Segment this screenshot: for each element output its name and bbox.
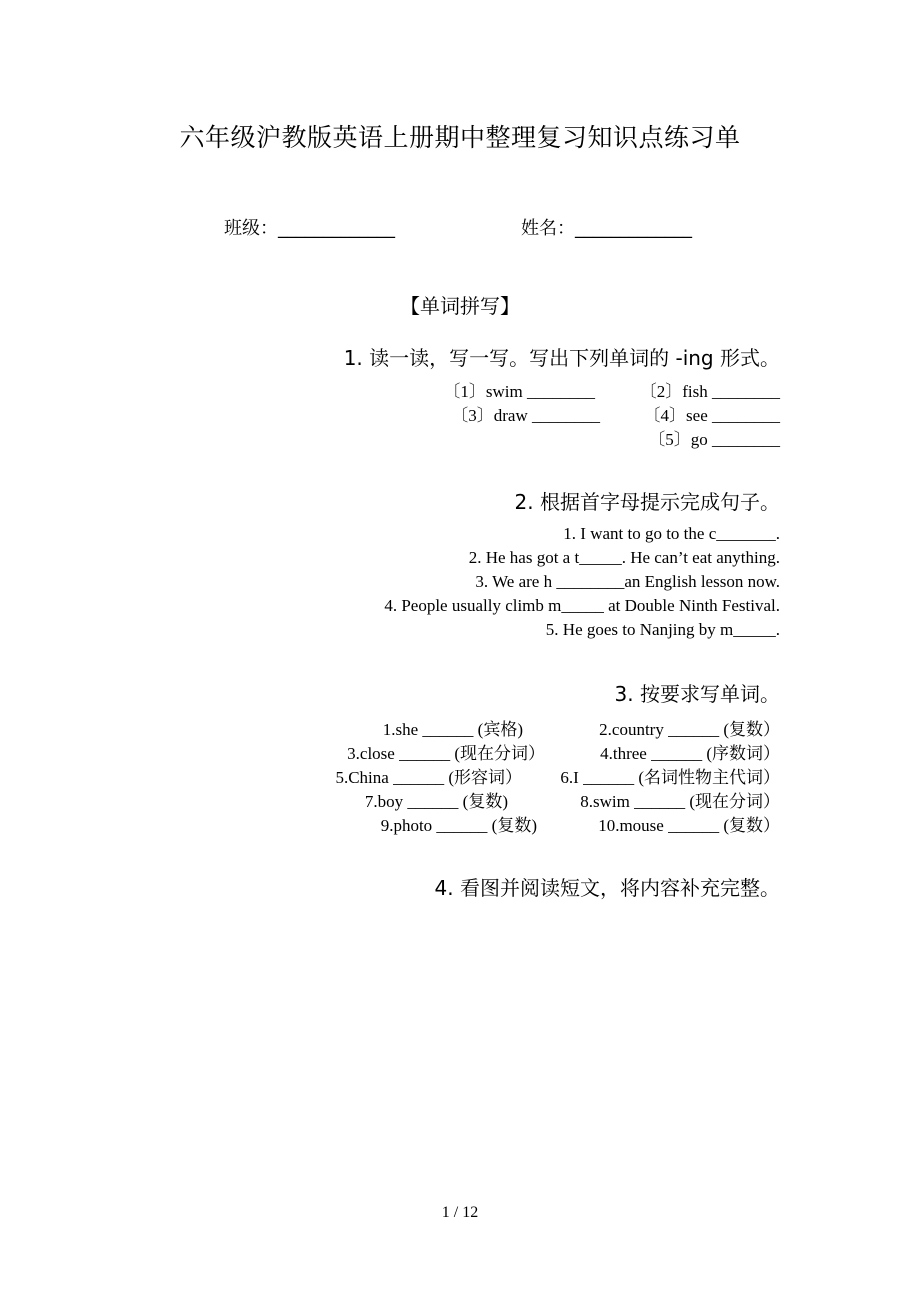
q3-heading: 3. 按要求写单词。 [614,682,780,706]
q4-heading: 4. 看图并阅读短文，将内容补充完整。 [434,876,780,900]
q1-heading: 1. 读一读，写一写。写出下列单词的 -ing 形式。 [343,346,780,370]
q3-item-4: 4.three ______ (序数词） [600,744,780,763]
class-blank: _____________ [278,218,395,239]
q3-item-5: 5.China ______ (形容词） [335,768,522,787]
q3-item-10: 10.mouse ______ (复数） [598,816,780,835]
q2-item-4: 4. People usually climb m_____ at Double Ninth Festival. [384,596,780,615]
name-blank: _____________ [575,218,692,239]
q3-item-9: 9.photo ______ (复数) [380,816,537,835]
q3-item-3: 3.close ______ (现在分词） [347,744,545,763]
class-label: 班级： [224,218,278,239]
q1-item-5: 〔5〕go ________ [648,430,780,449]
section-title: 【单词拼写】 [400,294,520,318]
q2-item-3: 3. We are h ________an English lesson now. [475,572,780,591]
q2-item-2: 2. He has got a t_____. He can’t eat anything. [468,548,780,567]
q3-item-7: 7.boy ______ (复数) [364,792,508,811]
q3-item-1: 1.she ______ (宾格) [382,720,523,739]
page-title: 六年级沪教版英语上册期中整理复习知识点练习单 [179,123,741,152]
q2-item-1: 1. I want to go to the c_______. [563,524,780,543]
q1-item-1: 〔1〕swim ________ [443,382,595,401]
q3-item-8: 8.swim ______ (现在分词） [580,792,780,811]
page-number: 1 / 12 [441,1204,479,1221]
class-field [224,214,395,240]
q1-item-4: 〔4〕see ________ [643,406,780,425]
name-label: 姓名： [521,218,575,239]
q3-item-6: 6.I ______ (名词性物主代词） [560,768,780,787]
q3-item-2: 2.country ______ (复数） [599,720,780,739]
q1-item-2: 〔2〕fish ________ [639,382,780,401]
name-field [521,214,692,240]
q2-heading: 2. 根据首字母提示完成句子。 [514,490,780,514]
q2-item-5: 5. He goes to Nanjing by m_____. [545,620,780,639]
q1-item-3: 〔3〕draw ________ [451,406,600,425]
